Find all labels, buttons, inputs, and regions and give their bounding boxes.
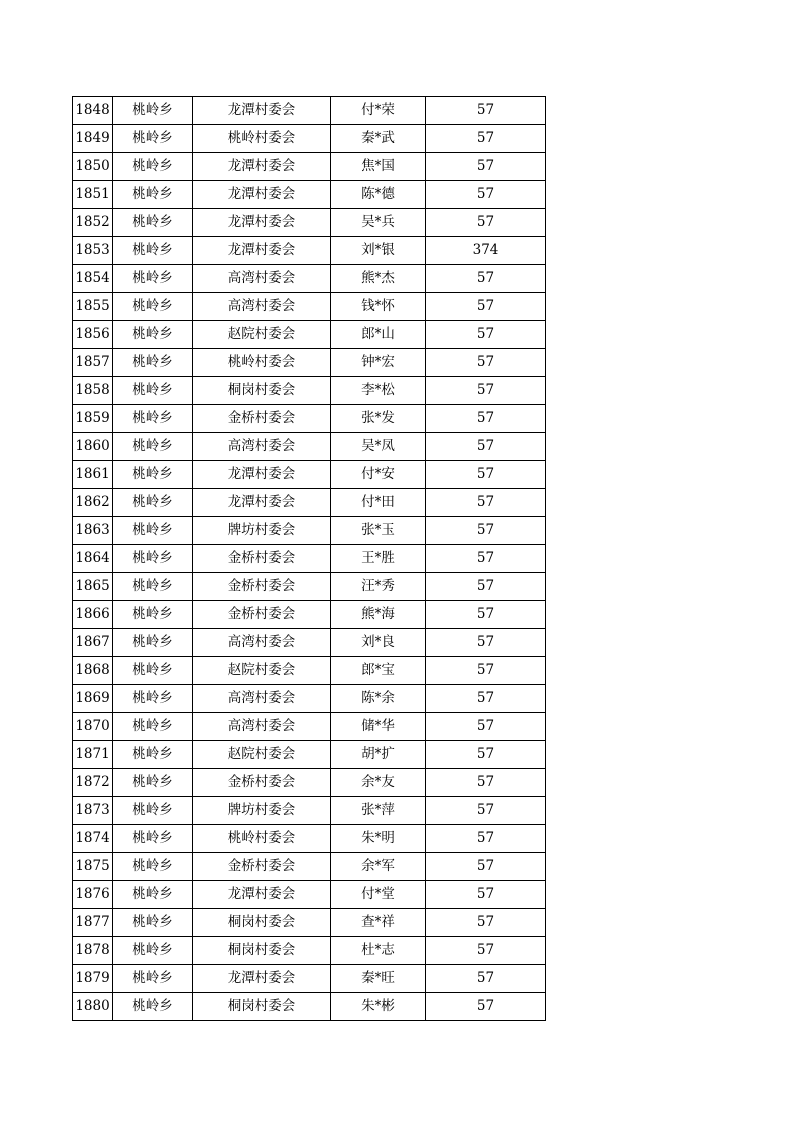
village-cell: 赵院村委会 <box>193 321 331 349</box>
person-name-cell: 朱*明 <box>331 825 426 853</box>
amount-cell: 57 <box>426 601 546 629</box>
table-row <box>73 517 546 545</box>
village-cell: 牌坊村委会 <box>193 797 331 825</box>
row-number-cell: 1862 <box>73 489 113 517</box>
village-cell: 高湾村委会 <box>193 433 331 461</box>
table-row <box>73 125 546 153</box>
table-row <box>73 573 546 601</box>
table-row <box>73 741 546 769</box>
person-name-cell: 陈*余 <box>331 685 426 713</box>
table-row <box>73 685 546 713</box>
village-cell: 桐岗村委会 <box>193 937 331 965</box>
person-name-cell: 杜*志 <box>331 937 426 965</box>
village-cell: 高湾村委会 <box>193 293 331 321</box>
amount-cell: 57 <box>426 545 546 573</box>
person-name-cell: 郎*山 <box>331 321 426 349</box>
person-name-cell: 陈*德 <box>331 181 426 209</box>
village-cell: 桐岗村委会 <box>193 377 331 405</box>
town-cell: 桃岭乡 <box>113 517 193 545</box>
town-cell: 桃岭乡 <box>113 825 193 853</box>
amount-cell: 57 <box>426 209 546 237</box>
town-cell: 桃岭乡 <box>113 909 193 937</box>
person-name-cell: 吴*兵 <box>331 209 426 237</box>
person-name-cell: 熊*海 <box>331 601 426 629</box>
town-cell: 桃岭乡 <box>113 629 193 657</box>
town-cell: 桃岭乡 <box>113 769 193 797</box>
table-row <box>73 321 546 349</box>
town-cell: 桃岭乡 <box>113 405 193 433</box>
row-number-cell: 1877 <box>73 909 113 937</box>
village-cell: 龙潭村委会 <box>193 461 331 489</box>
town-cell: 桃岭乡 <box>113 125 193 153</box>
amount-cell: 57 <box>426 657 546 685</box>
village-cell: 龙潭村委会 <box>193 209 331 237</box>
row-number-cell: 1875 <box>73 853 113 881</box>
row-number-cell: 1850 <box>73 153 113 181</box>
person-name-cell: 胡*扩 <box>331 741 426 769</box>
table-row <box>73 629 546 657</box>
table-row <box>73 853 546 881</box>
person-name-cell: 付*安 <box>331 461 426 489</box>
table-row <box>73 657 546 685</box>
village-cell: 桃岭村委会 <box>193 349 331 377</box>
row-number-cell: 1865 <box>73 573 113 601</box>
town-cell: 桃岭乡 <box>113 265 193 293</box>
town-cell: 桃岭乡 <box>113 657 193 685</box>
village-cell: 金桥村委会 <box>193 601 331 629</box>
row-number-cell: 1870 <box>73 713 113 741</box>
table-row <box>73 545 546 573</box>
person-name-cell: 余*军 <box>331 853 426 881</box>
person-name-cell: 王*胜 <box>331 545 426 573</box>
village-cell: 龙潭村委会 <box>193 489 331 517</box>
village-cell: 金桥村委会 <box>193 853 331 881</box>
row-number-cell: 1863 <box>73 517 113 545</box>
village-cell: 桐岗村委会 <box>193 993 331 1021</box>
town-cell: 桃岭乡 <box>113 573 193 601</box>
town-cell: 桃岭乡 <box>113 377 193 405</box>
amount-cell: 57 <box>426 713 546 741</box>
amount-cell: 57 <box>426 153 546 181</box>
table-row <box>73 601 546 629</box>
table-row <box>73 713 546 741</box>
village-cell: 高湾村委会 <box>193 685 331 713</box>
table-row <box>73 825 546 853</box>
amount-cell: 57 <box>426 405 546 433</box>
amount-cell: 57 <box>426 181 546 209</box>
town-cell: 桃岭乡 <box>113 321 193 349</box>
town-cell: 桃岭乡 <box>113 489 193 517</box>
town-cell: 桃岭乡 <box>113 461 193 489</box>
row-number-cell: 1874 <box>73 825 113 853</box>
amount-cell: 57 <box>426 265 546 293</box>
village-cell: 金桥村委会 <box>193 573 331 601</box>
amount-cell: 57 <box>426 741 546 769</box>
amount-cell: 57 <box>426 517 546 545</box>
amount-cell: 57 <box>426 573 546 601</box>
person-name-cell: 朱*彬 <box>331 993 426 1021</box>
amount-cell: 57 <box>426 769 546 797</box>
table-row <box>73 377 546 405</box>
table-row <box>73 937 546 965</box>
village-cell: 金桥村委会 <box>193 405 331 433</box>
table-body <box>73 97 546 1021</box>
row-number-cell: 1876 <box>73 881 113 909</box>
town-cell: 桃岭乡 <box>113 153 193 181</box>
row-number-cell: 1859 <box>73 405 113 433</box>
town-cell: 桃岭乡 <box>113 797 193 825</box>
village-cell: 龙潭村委会 <box>193 153 331 181</box>
amount-cell: 57 <box>426 489 546 517</box>
person-name-cell: 付*荣 <box>331 97 426 125</box>
town-cell: 桃岭乡 <box>113 741 193 769</box>
amount-cell: 57 <box>426 881 546 909</box>
person-name-cell: 储*华 <box>331 713 426 741</box>
person-name-cell: 李*松 <box>331 377 426 405</box>
table-row <box>73 797 546 825</box>
row-number-cell: 1878 <box>73 937 113 965</box>
person-name-cell: 付*田 <box>331 489 426 517</box>
amount-cell: 57 <box>426 993 546 1021</box>
data-table <box>72 96 546 1021</box>
town-cell: 桃岭乡 <box>113 853 193 881</box>
row-number-cell: 1869 <box>73 685 113 713</box>
village-cell: 龙潭村委会 <box>193 97 331 125</box>
table-row <box>73 489 546 517</box>
row-number-cell: 1867 <box>73 629 113 657</box>
row-number-cell: 1861 <box>73 461 113 489</box>
row-number-cell: 1857 <box>73 349 113 377</box>
row-number-cell: 1848 <box>73 97 113 125</box>
table-row <box>73 965 546 993</box>
person-name-cell: 张*萍 <box>331 797 426 825</box>
town-cell: 桃岭乡 <box>113 181 193 209</box>
village-cell: 桐岗村委会 <box>193 909 331 937</box>
row-number-cell: 1852 <box>73 209 113 237</box>
table-row <box>73 181 546 209</box>
village-cell: 高湾村委会 <box>193 629 331 657</box>
table-row <box>73 433 546 461</box>
person-name-cell: 张*玉 <box>331 517 426 545</box>
amount-cell: 57 <box>426 433 546 461</box>
person-name-cell: 秦*武 <box>331 125 426 153</box>
table-row <box>73 769 546 797</box>
person-name-cell: 熊*杰 <box>331 265 426 293</box>
row-number-cell: 1864 <box>73 545 113 573</box>
amount-cell: 57 <box>426 853 546 881</box>
person-name-cell: 秦*旺 <box>331 965 426 993</box>
town-cell: 桃岭乡 <box>113 685 193 713</box>
table-row <box>73 97 546 125</box>
person-name-cell: 查*祥 <box>331 909 426 937</box>
table-row <box>73 293 546 321</box>
town-cell: 桃岭乡 <box>113 937 193 965</box>
table-row <box>73 209 546 237</box>
row-number-cell: 1854 <box>73 265 113 293</box>
town-cell: 桃岭乡 <box>113 293 193 321</box>
row-number-cell: 1871 <box>73 741 113 769</box>
village-cell: 高湾村委会 <box>193 713 331 741</box>
town-cell: 桃岭乡 <box>113 713 193 741</box>
amount-cell: 57 <box>426 685 546 713</box>
table-row <box>73 265 546 293</box>
row-number-cell: 1856 <box>73 321 113 349</box>
person-name-cell: 刘*良 <box>331 629 426 657</box>
table-row <box>73 405 546 433</box>
row-number-cell: 1853 <box>73 237 113 265</box>
amount-cell: 57 <box>426 125 546 153</box>
table-row <box>73 461 546 489</box>
village-cell: 桃岭村委会 <box>193 825 331 853</box>
village-cell: 龙潭村委会 <box>193 237 331 265</box>
town-cell: 桃岭乡 <box>113 209 193 237</box>
town-cell: 桃岭乡 <box>113 965 193 993</box>
village-cell: 赵院村委会 <box>193 741 331 769</box>
row-number-cell: 1851 <box>73 181 113 209</box>
table-row <box>73 237 546 265</box>
village-cell: 龙潭村委会 <box>193 881 331 909</box>
person-name-cell: 刘*银 <box>331 237 426 265</box>
village-cell: 高湾村委会 <box>193 265 331 293</box>
table-row <box>73 909 546 937</box>
village-cell: 龙潭村委会 <box>193 965 331 993</box>
person-name-cell: 钟*宏 <box>331 349 426 377</box>
amount-cell: 57 <box>426 97 546 125</box>
village-cell: 桃岭村委会 <box>193 125 331 153</box>
row-number-cell: 1879 <box>73 965 113 993</box>
row-number-cell: 1868 <box>73 657 113 685</box>
town-cell: 桃岭乡 <box>113 349 193 377</box>
row-number-cell: 1860 <box>73 433 113 461</box>
row-number-cell: 1855 <box>73 293 113 321</box>
person-name-cell: 汪*秀 <box>331 573 426 601</box>
table-row <box>73 153 546 181</box>
village-cell: 金桥村委会 <box>193 545 331 573</box>
person-name-cell: 付*堂 <box>331 881 426 909</box>
amount-cell: 57 <box>426 293 546 321</box>
village-cell: 牌坊村委会 <box>193 517 331 545</box>
amount-cell: 374 <box>426 237 546 265</box>
village-cell: 金桥村委会 <box>193 769 331 797</box>
row-number-cell: 1866 <box>73 601 113 629</box>
person-name-cell: 张*发 <box>331 405 426 433</box>
amount-cell: 57 <box>426 825 546 853</box>
amount-cell: 57 <box>426 909 546 937</box>
row-number-cell: 1873 <box>73 797 113 825</box>
town-cell: 桃岭乡 <box>113 881 193 909</box>
row-number-cell: 1880 <box>73 993 113 1021</box>
amount-cell: 57 <box>426 797 546 825</box>
amount-cell: 57 <box>426 965 546 993</box>
town-cell: 桃岭乡 <box>113 545 193 573</box>
town-cell: 桃岭乡 <box>113 97 193 125</box>
village-cell: 龙潭村委会 <box>193 181 331 209</box>
table-row <box>73 993 546 1021</box>
amount-cell: 57 <box>426 321 546 349</box>
town-cell: 桃岭乡 <box>113 993 193 1021</box>
person-name-cell: 余*友 <box>331 769 426 797</box>
village-cell: 赵院村委会 <box>193 657 331 685</box>
amount-cell: 57 <box>426 377 546 405</box>
row-number-cell: 1872 <box>73 769 113 797</box>
amount-cell: 57 <box>426 461 546 489</box>
amount-cell: 57 <box>426 629 546 657</box>
town-cell: 桃岭乡 <box>113 601 193 629</box>
amount-cell: 57 <box>426 937 546 965</box>
amount-cell: 57 <box>426 349 546 377</box>
table-row <box>73 349 546 377</box>
row-number-cell: 1858 <box>73 377 113 405</box>
person-name-cell: 郎*宝 <box>331 657 426 685</box>
table-row <box>73 881 546 909</box>
row-number-cell: 1849 <box>73 125 113 153</box>
person-name-cell: 钱*怀 <box>331 293 426 321</box>
person-name-cell: 吴*凤 <box>331 433 426 461</box>
town-cell: 桃岭乡 <box>113 433 193 461</box>
person-name-cell: 焦*国 <box>331 153 426 181</box>
town-cell: 桃岭乡 <box>113 237 193 265</box>
